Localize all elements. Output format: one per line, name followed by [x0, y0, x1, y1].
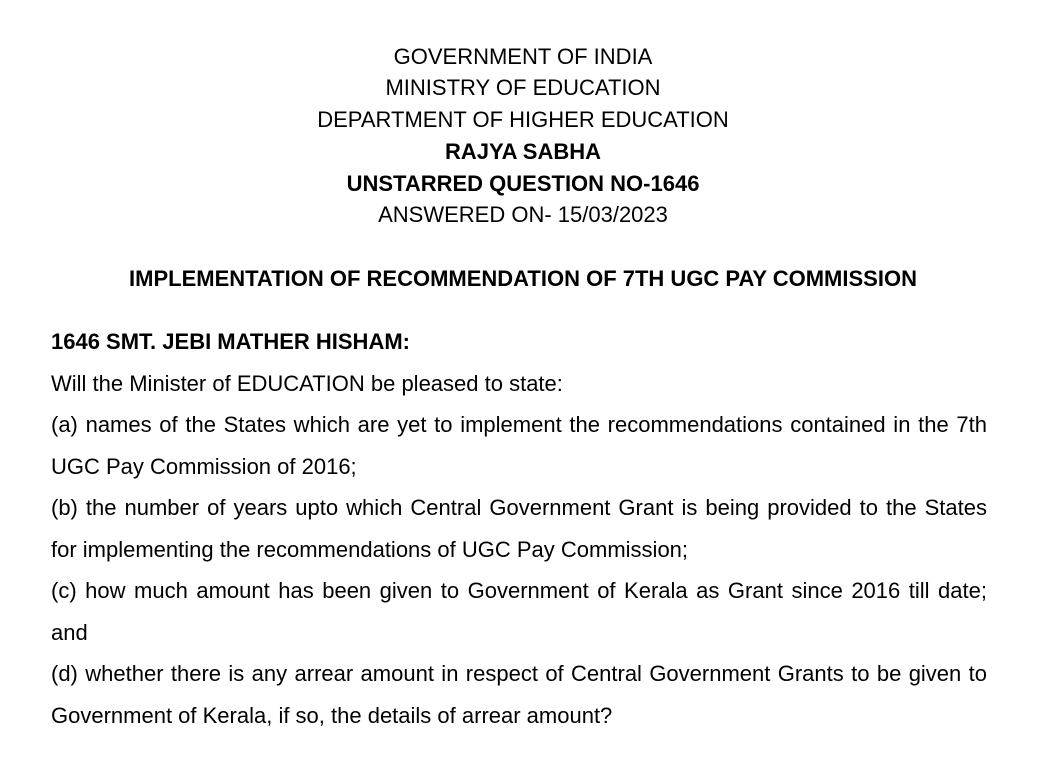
header-government: GOVERNMENT OF INDIA — [393, 44, 653, 69]
header-ministry: MINISTRY OF EDUCATION — [385, 75, 661, 100]
question-part-d: (d) whether there is any arrear amount in respect of Central Government Grants to be given to Government of Kerala, if so, the details of arrear amount? — [51, 661, 987, 728]
question-part-a: (a) names of the States which are yet to implement the recommendations contained in the 7th UGC Pay Commission of 2016; — [51, 412, 987, 479]
header-answered-on: ANSWERED ON- 15/03/2023 — [378, 202, 668, 227]
question-part-c: (c) how much amount has been given to Government of Kerala as Grant since 2016 till date; and — [51, 578, 987, 645]
question-body — [51, 321, 987, 736]
header-question-number: UNSTARRED QUESTION NO-1646 — [346, 171, 700, 196]
question-intro: Will the Minister of EDUCATION be pleased to state: — [51, 370, 563, 396]
header-department: DEPARTMENT OF HIGHER EDUCATION — [317, 107, 729, 132]
question-asker: 1646 SMT. JEBI MATHER HISHAM: — [51, 329, 410, 354]
document-subject: IMPLEMENTATION OF RECOMMENDATION OF 7TH UGC PAY COMMISSION — [129, 266, 917, 291]
header-house: RAJYA SABHA — [444, 139, 602, 164]
question-part-b: (b) the number of years upto which Central Government Grant is being provided to the States for implementing the recommendations of UGC Pay Commission; — [51, 495, 987, 562]
